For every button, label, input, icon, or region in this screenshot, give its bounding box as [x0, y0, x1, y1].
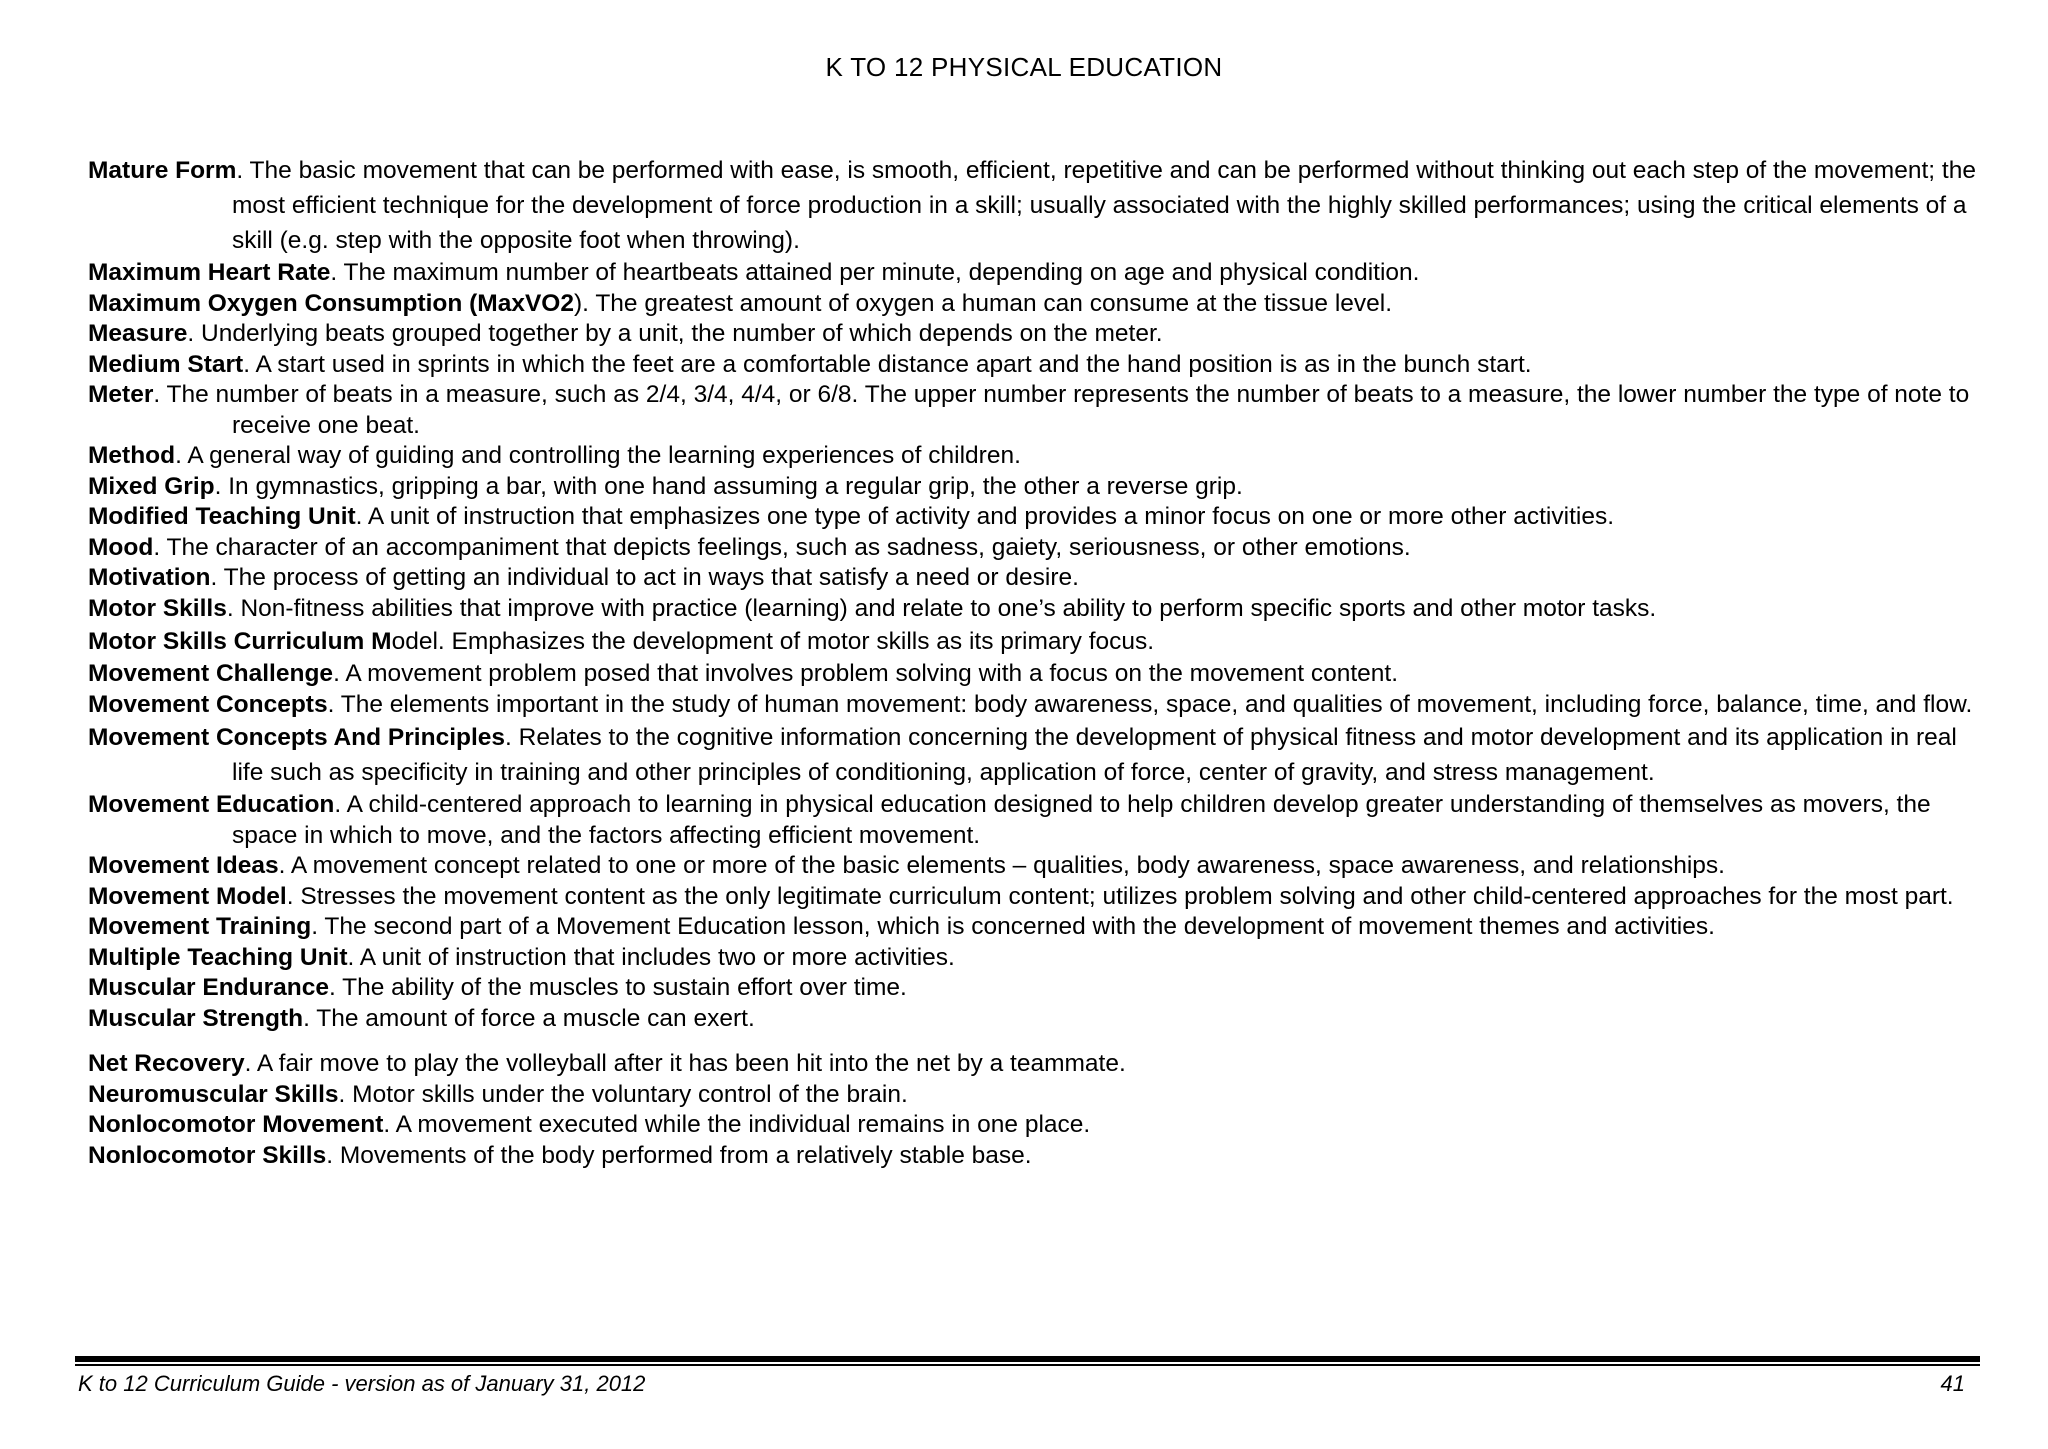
glossary-term: Meter — [88, 381, 154, 408]
glossary-entry — [88, 472, 1988, 503]
glossary-definition: . The process of getting an individual to act in ways that satisfy a need or desire. — [210, 564, 1079, 591]
glossary-term: Movement Training — [88, 913, 312, 940]
glossary-term: Movement Ideas — [88, 852, 279, 879]
glossary-definition: . The number of beats in a measure, such as 2/4, 3/4, 4/4, or 6/8. The upper number represents the number of beats to a measure, the lower number the type of note to receive one beat. — [153, 381, 1970, 439]
glossary-term: Mixed Grip — [88, 472, 215, 500]
glossary-entry — [88, 258, 1988, 289]
glossary-definition: odel. Emphasizes the development of motor skills as its primary focus. — [391, 628, 1155, 655]
glossary-entries — [88, 153, 1988, 1171]
glossary-entry — [88, 350, 1988, 381]
glossary-entry — [88, 720, 1988, 790]
glossary-term: Net Recovery — [88, 1050, 245, 1077]
glossary-term: Movement Model — [88, 882, 287, 910]
glossary-definition: . The character of an accompaniment that depicts feelings, such as sadness, gaiety, seriousness, or other emotions. — [153, 533, 1411, 561]
glossary-entry — [88, 502, 1988, 533]
glossary-entry — [88, 624, 1988, 659]
glossary-definition: . A unit of instruction that emphasizes one type of activity and provides a minor focus on one or more other activities. — [355, 503, 1615, 530]
glossary-entry — [88, 1141, 1988, 1172]
glossary-term: Movement Education — [88, 791, 335, 818]
glossary-term: Nonlocomotor Movement — [88, 1111, 384, 1138]
glossary-entry — [88, 1080, 1988, 1111]
glossary-entry — [88, 1004, 1988, 1035]
glossary-entry — [88, 289, 1988, 320]
glossary-term: Movement Concepts — [88, 690, 328, 718]
footer-divider-thick — [75, 1356, 1980, 1362]
glossary-term: Neuromuscular Skills — [88, 1080, 339, 1108]
glossary-term: Movement Challenge — [88, 660, 334, 687]
glossary-entry — [88, 790, 1988, 851]
glossary-entry — [88, 912, 1988, 943]
glossary-entry — [88, 943, 1988, 974]
page-number: 41 — [1940, 1371, 1965, 1396]
footer-divider-thin — [75, 1364, 1980, 1366]
glossary-term: Motor Skills Curriculum M — [88, 628, 392, 655]
glossary-term: Motivation — [88, 564, 211, 591]
glossary-definition: . Stresses the movement content as the only legitimate curriculum content; utilizes problem solving and other child-centered approaches for the most part. — [286, 882, 1954, 910]
glossary-definition: . A child-centered approach to learning in physical education designed to help children develop greater understanding of themselves as movers, the space in which to move, and the factors affecting efficient movement. — [232, 791, 1931, 849]
glossary-entry — [88, 153, 1988, 258]
glossary-term: Nonlocomotor Skills — [88, 1141, 327, 1169]
glossary-term: Method — [88, 442, 176, 469]
glossary-term: Mood — [88, 533, 154, 561]
glossary-definition: . A general way of guiding and controlling the learning experiences of children. — [175, 442, 1021, 469]
footer-guide-version: K to 12 Curriculum Guide - version as of January 31, 2012 — [78, 1371, 646, 1396]
glossary-entry — [88, 851, 1988, 882]
glossary-definition: . Non-fitness abilities that improve with practice (learning) and relate to one’s ability to perform specific sports and other motor tasks. — [226, 594, 1657, 622]
glossary-definition: . Underlying beats grouped together by a unit, the number of which depends on the meter. — [187, 320, 1163, 347]
glossary-definition: . Movements of the body performed from a relatively stable base. — [326, 1141, 1032, 1169]
glossary-definition: . A start used in sprints in which the feet are a comfortable distance apart and the hand position is as in the bunch start. — [243, 350, 1532, 378]
glossary-entry — [88, 380, 1988, 441]
glossary-definition: . The elements important in the study of human movement: body awareness, space, and qualities of movement, including force, balance, time, and flow. — [327, 690, 1973, 718]
glossary-definition: . A movement executed while the individual remains in one place. — [383, 1111, 1091, 1138]
glossary-entry — [88, 659, 1988, 690]
glossary-entry — [88, 594, 1988, 625]
page-header-title: K TO 12 PHYSICAL EDUCATION — [825, 52, 1223, 82]
glossary-definition: . Relates to the cognitive information concerning the development of physical fitness and motor development and its application in real life such as specificity in training and other principles of conditioning, application of force, center of gravity, and stress management. — [232, 724, 1957, 786]
glossary-term: Maximum Heart Rate — [88, 259, 331, 286]
glossary-term: Modified Teaching Unit — [88, 503, 356, 530]
glossary-definition: . A unit of instruction that includes two or more activities. — [347, 943, 955, 971]
glossary-term: Movement Concepts And Principles — [88, 724, 506, 751]
glossary-definition: . A fair move to play the volleyball after it has been hit into the net by a teammate. — [244, 1050, 1126, 1077]
glossary-entry — [88, 533, 1988, 564]
glossary-entry — [88, 319, 1988, 350]
glossary-term: Muscular Endurance — [88, 974, 329, 1001]
glossary-term: Maximum Oxygen Consumption (MaxVO2 — [88, 289, 574, 317]
glossary-term: Motor Skills — [88, 594, 227, 622]
glossary-entry — [88, 1049, 1988, 1080]
glossary-definition: ). The greatest amount of oxygen a human can consume at the tissue level. — [574, 289, 1393, 317]
glossary-entry — [88, 563, 1988, 594]
glossary-definition: . A movement problem posed that involves problem solving with a focus on the movement content. — [333, 660, 1399, 687]
glossary-entry — [88, 690, 1988, 721]
glossary-definition: . Motor skills under the voluntary control of the brain. — [338, 1080, 908, 1108]
glossary-definition: . The amount of force a muscle can exert. — [303, 1004, 755, 1032]
glossary-term: Multiple Teaching Unit — [88, 943, 348, 971]
glossary-term: Medium Start — [88, 350, 244, 378]
glossary-definition: . The ability of the muscles to sustain effort over time. — [328, 974, 907, 1001]
glossary-definition: . The second part of a Movement Education lesson, which is concerned with the development of movement themes and activities. — [311, 913, 1715, 940]
glossary-definition: . The basic movement that can be performed with ease, is smooth, efficient, repetitive and can be performed without thinking out each step of the movement; the most efficient technique for the development of force production in a skill; usually associated with the highly skilled performances; using the critical elements of a skill (e.g. step with the opposite foot when throwing). — [232, 157, 1976, 254]
glossary-definition: . The maximum number of heartbeats attained per minute, depending on age and physical condition. — [330, 259, 1420, 286]
glossary-entry — [88, 882, 1988, 913]
glossary-definition: . A movement concept related to one or more of the basic elements – qualities, body awareness, space awareness, and relationships. — [278, 852, 1725, 879]
glossary-definition: . In gymnastics, gripping a bar, with one hand assuming a regular grip, the other a reverse grip. — [214, 472, 1243, 500]
glossary-term: Mature Form — [88, 157, 237, 184]
glossary-term: Muscular Strength — [88, 1004, 304, 1032]
glossary-term: Measure — [88, 320, 188, 347]
glossary-entry — [88, 441, 1988, 472]
glossary-entry — [88, 973, 1988, 1004]
glossary-entry — [88, 1110, 1988, 1141]
